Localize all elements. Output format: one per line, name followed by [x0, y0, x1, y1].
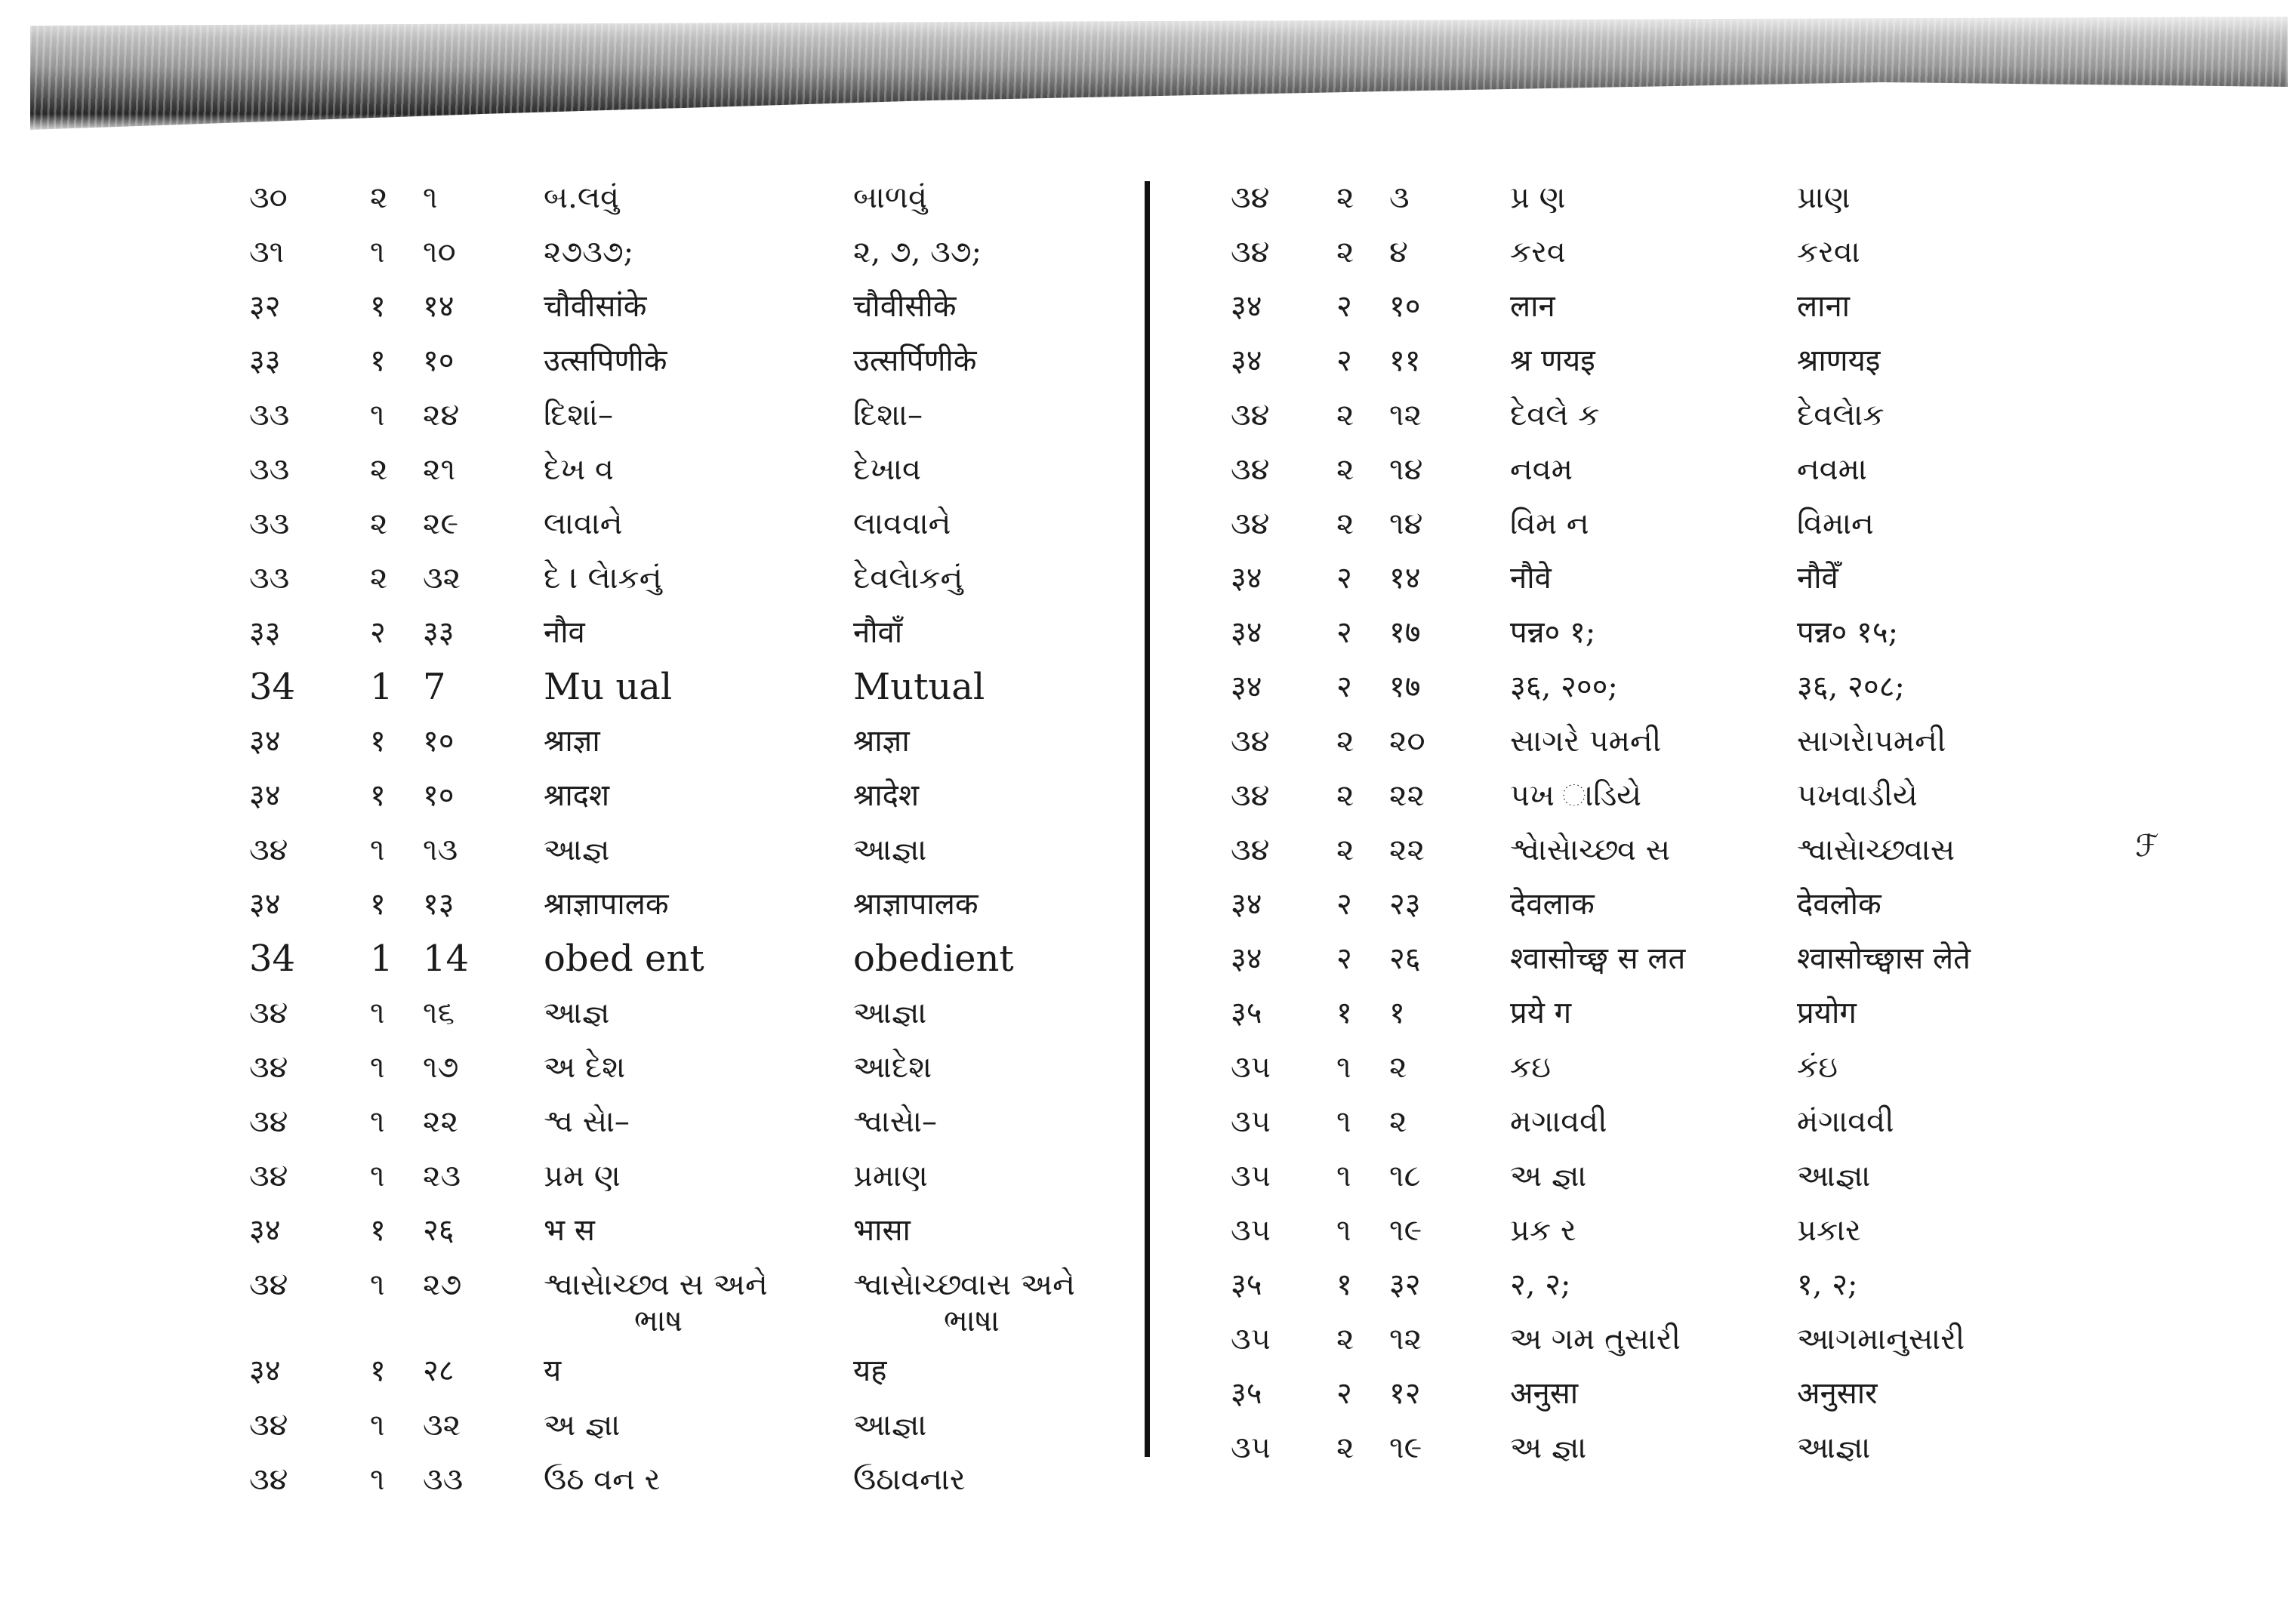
line-number: १०: [423, 724, 455, 759]
column-number: २: [1336, 941, 1352, 976]
page-number: ३४: [1231, 670, 1262, 704]
column-number: ૧: [1336, 1050, 1351, 1085]
line-number: ૧૦: [423, 235, 456, 269]
line-number: ૨૨: [1389, 778, 1425, 813]
incorrect-text: ઉઠ વન ર: [544, 1462, 661, 1497]
correct-text: [853, 1258, 1170, 1339]
correct-text: આદેશ: [853, 1050, 932, 1085]
incorrect-text: દિશાં–: [544, 398, 614, 433]
line-number: ૪: [1389, 235, 1408, 269]
line-number: ૨૪: [423, 398, 460, 433]
page-number: ૩૦: [249, 180, 288, 215]
correct-text: obedient: [853, 938, 1014, 980]
line-number: १४: [1389, 561, 1421, 596]
line-number: ૧૪: [1389, 507, 1423, 541]
page-number: ૩૪: [249, 1408, 288, 1443]
incorrect-text: શ્વેાસેાચ્છ્વ સ: [1510, 833, 1671, 867]
line-number: १०: [423, 343, 455, 378]
page-number: ३५: [1231, 1376, 1262, 1411]
correct-text: પ્રકાર: [1797, 1213, 1861, 1248]
line-number: ૨૦: [1389, 724, 1425, 759]
correct-text: श्राज्ञापालक: [853, 887, 978, 922]
page-number: ૩૪: [1231, 833, 1270, 867]
line-number: २८: [423, 1354, 455, 1388]
correct-text: प्रयोग: [1797, 996, 1857, 1030]
line-number: ३३: [423, 615, 455, 650]
line-number: 14: [423, 938, 470, 980]
correct-text: વિમાન: [1797, 507, 1874, 541]
page-number: 34: [249, 938, 296, 980]
correct-text: नौवेँ: [1797, 561, 1838, 596]
column-number: २: [1336, 615, 1352, 650]
correct-text: ३६, २०८;: [1797, 670, 1905, 704]
correct-text-line-2: ભાષા: [944, 1304, 1000, 1338]
page-number: ३४: [1231, 887, 1262, 922]
incorrect-text: દેવલે ક: [1510, 398, 1600, 433]
column-number: ૧: [370, 1104, 385, 1139]
page-number: ૩૪: [249, 1267, 288, 1302]
incorrect-text: અ ગમ તુસારી: [1510, 1322, 1681, 1357]
correct-text: બાળવું: [853, 180, 928, 215]
correct-text: સાગરેાપમની: [1797, 724, 1946, 759]
page-number: ૩૪: [1231, 452, 1270, 487]
column-number: १: [370, 724, 386, 759]
correct-text: આજ્ઞા: [853, 833, 927, 867]
incorrect-text: ३६, २००;: [1510, 670, 1618, 704]
column-number: ૧: [370, 1050, 385, 1085]
incorrect-text: પ્રક ર: [1510, 1213, 1576, 1248]
incorrect-text-line-2: ભાષ: [634, 1304, 683, 1338]
incorrect-text: श्वासोच्छ्व स लत: [1510, 941, 1686, 976]
line-number: ११: [1389, 343, 1421, 378]
incorrect-text-line-1: શ્વાસેાચ્છ્વ સ અને: [544, 1267, 768, 1302]
line-number: ૧૨: [1389, 398, 1422, 433]
line-number: ૧૭: [423, 1050, 459, 1085]
page-number: ૩૫: [1231, 1322, 1271, 1357]
column-number: ૨: [1336, 724, 1354, 759]
incorrect-text: Mu ual: [544, 666, 673, 708]
correct-text: દિશા–: [853, 398, 923, 433]
incorrect-text: અ જ્ઞા: [544, 1408, 621, 1443]
line-number: ३२: [1389, 1267, 1421, 1302]
column-number: ૨: [1336, 180, 1354, 215]
correct-text: यह: [853, 1354, 887, 1388]
line-number: ૧૮: [1389, 1159, 1421, 1193]
correct-text: ઉઠાવનાર: [853, 1462, 966, 1497]
column-number: १: [370, 1354, 386, 1388]
page-number: ૩૫: [1231, 1104, 1271, 1139]
correct-text: દેવલેાકનું: [853, 561, 963, 596]
correct-text: श्राज्ञा: [853, 724, 910, 759]
page-number: ૩૫: [1231, 1213, 1271, 1248]
line-number: १७: [1389, 670, 1421, 704]
column-number: ૨: [1336, 833, 1354, 867]
line-number: ૨૨: [423, 1104, 458, 1139]
page-number: ३४: [1231, 941, 1262, 976]
incorrect-text: વિમ ન: [1510, 507, 1589, 541]
column-number: २: [1336, 1376, 1352, 1411]
line-number: ૧૬: [423, 996, 455, 1030]
column-number: १: [370, 343, 386, 378]
correct-text: શ્વાસેાચ્છ્વાસ: [1797, 833, 1955, 867]
page-number: ૩૪: [1231, 724, 1270, 759]
incorrect-text: २, २;: [1510, 1267, 1571, 1302]
line-number: १३: [423, 887, 455, 922]
incorrect-text: लान: [1510, 289, 1555, 324]
correct-text: દેખાવ: [853, 452, 921, 487]
page-number: ३५: [1231, 996, 1262, 1030]
line-number: ૧: [423, 180, 438, 215]
page-number: ३४: [249, 778, 281, 813]
line-number: ૩: [1389, 180, 1410, 215]
incorrect-text: કરવ: [1510, 235, 1566, 269]
column-number: ૨: [1336, 1431, 1354, 1465]
column-number: १: [370, 778, 386, 813]
page-number: ३४: [1231, 343, 1262, 378]
incorrect-text: नौवे: [1510, 561, 1552, 596]
column-number: २: [1336, 289, 1352, 324]
column-number: २: [1336, 561, 1352, 596]
line-number: १२: [1389, 1376, 1421, 1411]
line-number: ૧૯: [1389, 1431, 1422, 1465]
incorrect-text: श्रादश: [544, 778, 610, 813]
column-number: ૧: [370, 1159, 385, 1193]
line-number: १०: [423, 778, 455, 813]
page-number: ૩૪: [249, 833, 288, 867]
incorrect-text: प्रये ग: [1510, 996, 1572, 1030]
column-number: २: [1336, 670, 1352, 704]
column-number: ૧: [370, 833, 385, 867]
incorrect-text: લાવાને: [544, 507, 623, 541]
correct-text: नौवाँ: [853, 615, 903, 650]
column-number: ૨: [370, 561, 388, 596]
page-number: ૩૫: [1231, 1431, 1271, 1465]
incorrect-text: भ स: [544, 1213, 595, 1248]
line-number: ૨૨: [1389, 833, 1425, 867]
page-number: ૩૧: [249, 235, 285, 269]
incorrect-text: અ જ્ઞા: [1510, 1159, 1587, 1193]
column-number: ૧: [1336, 1159, 1351, 1193]
column-number: ૨: [1336, 507, 1354, 541]
correct-text: આજ્ઞા: [853, 1408, 927, 1443]
column-number: १: [370, 887, 386, 922]
line-number: ૩૩: [423, 1462, 464, 1497]
page-number: ૩૪: [249, 1462, 288, 1497]
line-number: ૨: [1389, 1050, 1407, 1085]
line-number: ૨૩: [423, 1159, 461, 1193]
incorrect-text: देवलाक: [1510, 887, 1595, 922]
correct-text: આજ્ઞા: [853, 996, 927, 1030]
page-number: ३२: [249, 289, 281, 324]
correct-text: पन्न० १५;: [1797, 615, 1899, 650]
correct-text: अनुसार: [1797, 1376, 1878, 1411]
line-number: २६: [1389, 941, 1421, 976]
correct-text: પ્રમાણ: [853, 1159, 928, 1193]
column-number: १: [1336, 1267, 1352, 1302]
correct-text: નવમા: [1797, 452, 1867, 487]
page-number: ३४: [249, 1213, 281, 1248]
incorrect-text: સાગરે પમની: [1510, 724, 1662, 759]
column-number: ૧: [1336, 1104, 1351, 1139]
correct-text: Mutual: [853, 666, 985, 708]
incorrect-text: પ્ર ણ: [1510, 180, 1566, 215]
correct-text: चौवीसीके: [853, 289, 957, 324]
column-number: १: [370, 289, 386, 324]
page-number: ३४: [249, 724, 281, 759]
line-number: ૨૯: [423, 507, 459, 541]
incorrect-text: પખ ાડિયે: [1510, 778, 1642, 813]
correct-text: श्राणयइ: [1797, 343, 1881, 378]
page-number: ૩૩: [249, 561, 290, 596]
correct-text: भासा: [853, 1213, 911, 1248]
column-number: ૧: [370, 1462, 385, 1497]
incorrect-text: કઇ: [1510, 1050, 1551, 1085]
column-number: ૧: [370, 1408, 385, 1443]
column-number: १: [1336, 996, 1352, 1030]
incorrect-text: નવમ: [1510, 452, 1573, 487]
correct-text: આજ્ઞા: [1797, 1159, 1871, 1193]
page-number: ३४: [1231, 615, 1262, 650]
incorrect-text: બ.લવું: [544, 180, 619, 215]
column-number: 1: [370, 938, 393, 980]
column-number: ૨: [370, 452, 388, 487]
incorrect-text: અ દેશ: [544, 1050, 626, 1085]
column-number: ૧: [370, 1267, 385, 1302]
correct-text-line-1: શ્વાસેાચ્છ્વાસ અને: [853, 1267, 1075, 1302]
column-number: ૧: [370, 398, 385, 433]
line-number: ૧૩: [423, 833, 458, 867]
page-number: ૩૪: [1231, 180, 1270, 215]
incorrect-text: આજ્ઞ: [544, 996, 610, 1030]
page-number: 34: [249, 666, 296, 708]
column-number: ૨: [1336, 452, 1354, 487]
incorrect-text: य: [544, 1354, 562, 1388]
incorrect-text: चौवीसांके: [544, 289, 647, 324]
correct-text: કરવા: [1797, 235, 1860, 269]
correct-text: देवलोक: [1797, 887, 1881, 922]
incorrect-text: દેખ વ: [544, 452, 614, 487]
incorrect-text: नौव: [544, 615, 585, 650]
line-number: ૨: [1389, 1104, 1407, 1139]
column-number: ૨: [1336, 235, 1354, 269]
page-number: ૩૪: [249, 996, 288, 1030]
incorrect-text: અ જ્ઞા: [1510, 1431, 1587, 1465]
line-number: २३: [1389, 887, 1421, 922]
correct-text: દેવલેાક: [1797, 398, 1885, 433]
line-number: ૧૪: [1389, 452, 1423, 487]
page-number: ३५: [1231, 1267, 1262, 1302]
column-number: ૧: [370, 996, 385, 1030]
page-number: ૩૪: [1231, 507, 1270, 541]
page-number: ૩૩: [249, 452, 290, 487]
page-number: ३३: [249, 343, 281, 378]
margin-ink-mark: ℱ: [2135, 829, 2159, 864]
line-number: २६: [423, 1213, 455, 1248]
line-number: ૧૯: [1389, 1213, 1422, 1248]
incorrect-text: श्राज्ञापालक: [544, 887, 669, 922]
incorrect-text: उत्सपिणीके: [544, 343, 667, 378]
column-number: 1: [370, 666, 393, 708]
column-number: २: [370, 615, 386, 650]
page-number: ૩૪: [249, 1159, 288, 1193]
incorrect-text: श्र णयइ: [1510, 343, 1595, 378]
incorrect-text: श्राज्ञा: [544, 724, 600, 759]
page-number: ३४: [249, 887, 281, 922]
line-number: १०: [1389, 289, 1421, 324]
line-number: 7: [423, 666, 446, 708]
line-number: ૩૨: [423, 561, 461, 596]
correct-text: श्रादेश: [853, 778, 920, 813]
page-number: ३४: [1231, 561, 1262, 596]
line-number: ૨૧: [423, 452, 456, 487]
column-number: ૨: [1336, 398, 1354, 433]
line-number: ૧૨: [1389, 1322, 1422, 1357]
page-number: ३४: [1231, 289, 1262, 324]
page-number: ૩૩: [249, 507, 290, 541]
incorrect-text: પ્રમ ણ: [544, 1159, 621, 1193]
column-number: ૧: [370, 235, 385, 269]
correct-text: મંગાવવી: [1797, 1104, 1894, 1139]
line-number: ૨૭: [423, 1267, 462, 1302]
correct-text: श्वासोच्छ्वास लेते: [1797, 941, 1971, 976]
page-number: ૩૪: [249, 1104, 288, 1139]
incorrect-text: ૨૭૩૭;: [544, 235, 634, 269]
page-number: ૩૪: [1231, 398, 1270, 433]
correct-text: પખવાડીયે: [1797, 778, 1918, 813]
correct-text: ૨, ૭, ૩૭;: [853, 235, 982, 269]
correct-text: આજ્ઞા: [1797, 1431, 1871, 1465]
incorrect-text: શ્વ સેા–: [544, 1104, 630, 1139]
correct-text: આગમાનુસારી: [1797, 1322, 1965, 1357]
correct-text: लाना: [1797, 289, 1851, 324]
page-number: ३४: [249, 1354, 281, 1388]
column-divider-rule: [1145, 181, 1150, 1457]
line-number: १: [1389, 996, 1405, 1030]
line-number: ૩૨: [423, 1408, 461, 1443]
page-number: ૩૩: [249, 398, 290, 433]
correct-text: કંઇ: [1797, 1050, 1838, 1085]
line-number: १४: [423, 289, 455, 324]
correct-text: લાવવાને: [853, 507, 951, 541]
column-number: ૨: [1336, 778, 1354, 813]
incorrect-text: મગાવવી: [1510, 1104, 1607, 1139]
correct-text: १, २;: [1797, 1267, 1858, 1302]
column-number: ૨: [370, 507, 388, 541]
page-number: ૩૫: [1231, 1159, 1271, 1193]
page-number: ૩૫: [1231, 1050, 1271, 1085]
scan-shadow-band: [30, 17, 2288, 130]
column-number: ૨: [1336, 1322, 1354, 1357]
incorrect-text: obed ent: [544, 938, 704, 980]
incorrect-text: पन्न० १;: [1510, 615, 1596, 650]
column-number: २: [1336, 887, 1352, 922]
correct-text: उत्सर्पिणीके: [853, 343, 977, 378]
column-number: १: [370, 1213, 386, 1248]
line-number: १७: [1389, 615, 1421, 650]
correct-text: શ્વાસેા–: [853, 1104, 937, 1139]
incorrect-text: આજ્ઞ: [544, 833, 610, 867]
column-number: २: [1336, 343, 1352, 378]
page-number: ૩૪: [249, 1050, 288, 1085]
incorrect-text: अनुसा: [1510, 1376, 1579, 1411]
column-number: ૧: [1336, 1213, 1351, 1248]
correct-text: પ્રાણ: [1797, 180, 1851, 215]
incorrect-text: દે । લેાકનું: [544, 561, 662, 596]
page-number: ३३: [249, 615, 281, 650]
column-number: ૨: [370, 180, 388, 215]
incorrect-text: [544, 1258, 831, 1339]
page-number: ૩૪: [1231, 235, 1270, 269]
page-number: ૩૪: [1231, 778, 1270, 813]
